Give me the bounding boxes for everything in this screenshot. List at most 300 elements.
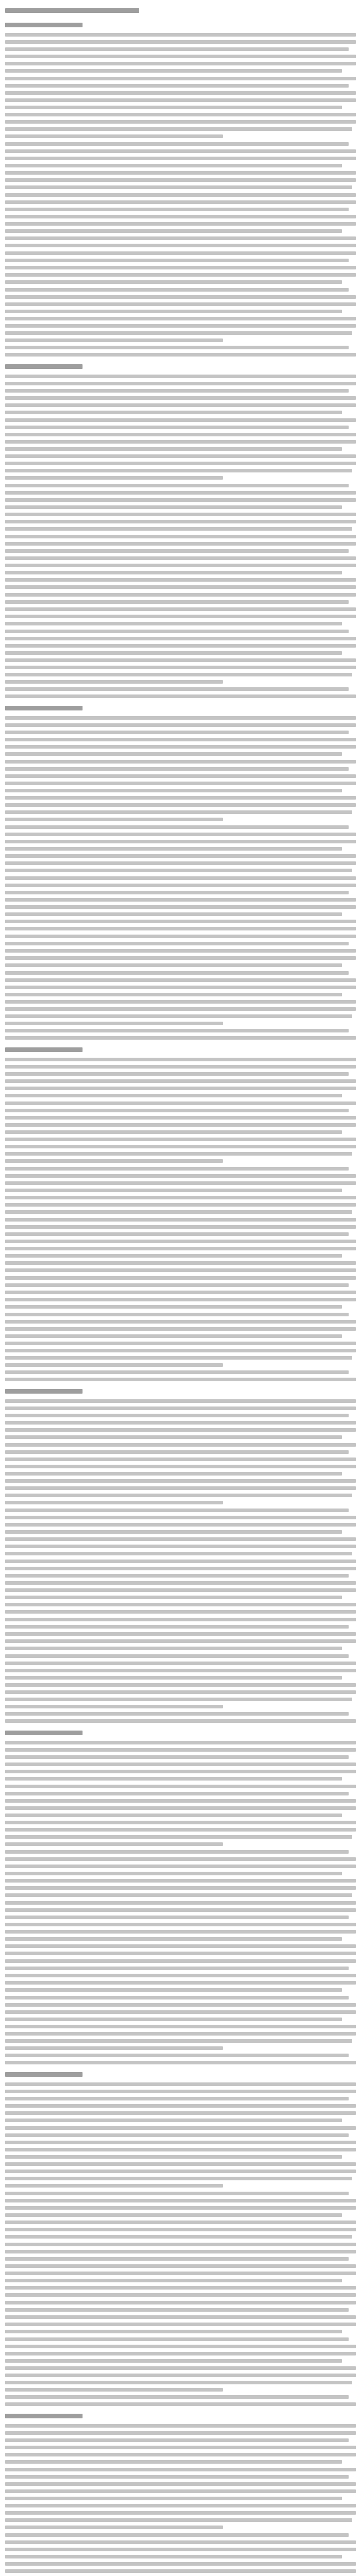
section-heading <box>5 2072 356 2078</box>
body-paragraph <box>5 375 356 414</box>
illegible-text-line <box>5 2090 356 2093</box>
illegible-text-line <box>5 2228 356 2231</box>
illegible-text-line <box>5 310 342 313</box>
illegible-text-line <box>5 1916 349 1919</box>
illegible-text-line <box>5 666 356 669</box>
illegible-text-line <box>5 1581 356 1585</box>
illegible-text-line <box>5 1574 349 1578</box>
illegible-text-line <box>5 346 349 349</box>
illegible-text-line <box>5 1618 356 1621</box>
body-paragraph <box>5 288 356 357</box>
illegible-text-line <box>5 1988 342 1992</box>
illegible-text-line <box>5 1741 356 1744</box>
statement-sections <box>5 22 356 2576</box>
illegible-text-line <box>5 1327 356 1331</box>
illegible-text-line <box>5 891 349 894</box>
illegible-text-line <box>5 1632 356 1636</box>
illegible-text-line <box>5 273 356 277</box>
illegible-text-line <box>5 1181 356 1185</box>
illegible-text-line <box>5 2206 356 2210</box>
illegible-text-line <box>5 825 349 829</box>
illegible-text-line <box>5 469 352 472</box>
illegible-text-line <box>5 178 356 182</box>
body-paragraph <box>5 876 356 930</box>
illegible-text-line <box>5 2184 223 2188</box>
illegible-text-line <box>5 978 356 982</box>
illegible-text-line <box>5 2308 349 2312</box>
illegible-text-line <box>5 2155 342 2159</box>
illegible-text-line <box>5 1261 356 1265</box>
illegible-text-line <box>5 1320 356 1324</box>
illegible-text-line <box>5 149 356 153</box>
illegible-text-line <box>5 2018 342 2021</box>
illegible-text-line <box>5 55 356 58</box>
illegible-text-placeholder <box>5 2072 83 2077</box>
illegible-text-line <box>5 251 356 255</box>
illegible-text-line <box>5 91 356 95</box>
illegible-text-line <box>5 535 356 538</box>
illegible-text-line <box>5 1428 356 1432</box>
illegible-text-line <box>5 1370 349 1374</box>
section-body <box>5 716 356 1040</box>
illegible-text-line <box>5 1101 356 1105</box>
illegible-text-line <box>5 2141 356 2144</box>
illegible-text-line <box>5 491 356 495</box>
illegible-text-placeholder <box>5 1047 83 1052</box>
body-paragraph <box>5 1654 356 1723</box>
illegible-text-line <box>5 317 356 320</box>
illegible-text-line <box>5 745 356 749</box>
illegible-text-line <box>5 33 356 37</box>
illegible-text-line <box>5 1465 356 1468</box>
illegible-text-line <box>5 1189 342 1192</box>
illegible-text-line <box>5 454 356 458</box>
illegible-text-line <box>5 266 356 269</box>
illegible-text-line <box>5 288 349 292</box>
illegible-text-line <box>5 694 356 698</box>
illegible-text-line <box>5 418 356 422</box>
illegible-text-line <box>5 1588 356 1592</box>
illegible-text-line <box>5 1247 356 1250</box>
illegible-text-line <box>5 157 356 160</box>
body-paragraph <box>5 484 356 531</box>
illegible-text-line <box>5 1842 223 1846</box>
illegible-text-line <box>5 738 356 741</box>
illegible-text-line <box>5 244 356 247</box>
illegible-text-line <box>5 1494 352 1497</box>
illegible-text-line <box>5 847 342 851</box>
illegible-text-line <box>5 1007 356 1011</box>
illegible-text-line <box>5 651 342 655</box>
illegible-text-line <box>5 658 356 662</box>
illegible-text-line <box>5 396 356 400</box>
illegible-text-placeholder <box>5 23 83 27</box>
illegible-text-line <box>5 1603 356 1606</box>
illegible-text-line <box>5 760 356 764</box>
illegible-text-line <box>5 1225 356 1229</box>
illegible-text-line <box>5 1850 349 1854</box>
illegible-text-line <box>5 1065 356 1069</box>
illegible-text-line <box>5 2082 356 2086</box>
illegible-text-line <box>5 2039 352 2043</box>
section-body <box>5 1741 356 2064</box>
illegible-text-line <box>5 1356 352 1360</box>
illegible-text-line <box>5 2293 356 2297</box>
illegible-text-line <box>5 1174 356 1178</box>
statement-section <box>5 1730 356 2064</box>
illegible-text-line <box>5 171 356 175</box>
illegible-text-line <box>5 1349 356 1352</box>
illegible-text-line <box>5 1755 349 1759</box>
body-paragraph <box>5 1399 356 1439</box>
illegible-text-line <box>5 1996 349 1999</box>
illegible-text-line <box>5 1334 342 1338</box>
section-heading <box>5 2413 356 2420</box>
illegible-text-line <box>5 527 352 531</box>
illegible-text-line <box>5 935 356 938</box>
illegible-text-line <box>5 556 356 560</box>
body-paragraph <box>5 760 356 821</box>
body-paragraph <box>5 630 356 698</box>
illegible-text-line <box>5 2119 342 2122</box>
body-paragraph <box>5 535 356 589</box>
illegible-text-line <box>5 2054 349 2057</box>
illegible-text-line <box>5 869 352 872</box>
illegible-text-line <box>5 564 356 567</box>
illegible-text-line <box>5 1748 356 1752</box>
illegible-text-line <box>5 1435 342 1439</box>
illegible-text-line <box>5 644 356 648</box>
illegible-text-line <box>5 1363 223 1367</box>
illegible-text-line <box>5 796 356 800</box>
illegible-text-line <box>5 1923 356 1926</box>
illegible-text-line <box>5 302 356 306</box>
illegible-text-line <box>5 440 356 444</box>
illegible-text-line <box>5 1974 356 1977</box>
illegible-text-line <box>5 1835 352 1839</box>
illegible-text-line <box>5 905 356 909</box>
illegible-text-line <box>5 2162 356 2166</box>
illegible-text-line <box>5 2104 356 2108</box>
illegible-text-line <box>5 1291 356 1294</box>
illegible-text-line <box>5 324 356 328</box>
illegible-text-line <box>5 1509 349 1512</box>
illegible-text-line <box>5 1777 342 1781</box>
illegible-text-line <box>5 818 223 821</box>
illegible-text-line <box>5 1545 356 1548</box>
illegible-text-line <box>5 1079 356 1083</box>
statement-section <box>5 705 356 1040</box>
illegible-text-line <box>5 1792 349 1795</box>
illegible-text-line <box>5 2489 356 2493</box>
illegible-text-line <box>5 912 342 916</box>
illegible-text-line <box>5 1770 356 1773</box>
section-heading <box>5 1730 356 1737</box>
illegible-text-line <box>5 585 356 589</box>
illegible-text-line <box>5 1138 356 1141</box>
illegible-text-placeholder <box>5 706 83 710</box>
illegible-text-line <box>5 353 356 357</box>
body-paragraph <box>5 2424 356 2464</box>
illegible-text-line <box>5 426 349 429</box>
illegible-text-placeholder <box>5 364 83 369</box>
illegible-text-line <box>5 2272 356 2275</box>
illegible-text-line <box>5 2046 223 2050</box>
illegible-text-line <box>5 810 352 814</box>
illegible-text-line <box>5 1719 356 1723</box>
illegible-text-line <box>5 971 349 975</box>
statement-section <box>5 2413 356 2576</box>
illegible-text-line <box>5 1872 342 1875</box>
illegible-text-line <box>5 622 342 625</box>
illegible-text-line <box>5 484 349 487</box>
illegible-text-line <box>5 615 356 618</box>
illegible-text-line <box>5 2345 356 2348</box>
illegible-text-line <box>5 963 342 967</box>
section-body <box>5 2082 356 2406</box>
illegible-text-line <box>5 1560 356 1563</box>
illegible-text-line <box>5 789 342 792</box>
illegible-text-line <box>5 236 356 240</box>
illegible-text-line <box>5 382 356 385</box>
illegible-text-line <box>5 1399 356 1403</box>
illegible-text-line <box>5 476 223 480</box>
body-paragraph <box>5 2243 356 2297</box>
illegible-text-line <box>5 2431 356 2435</box>
illegible-text-line <box>5 2468 356 2471</box>
body-paragraph <box>5 142 356 189</box>
illegible-text-line <box>5 1087 356 1090</box>
illegible-text-line <box>5 1472 342 1476</box>
body-paragraph <box>5 251 356 284</box>
illegible-text-line <box>5 1821 356 1824</box>
illegible-text-line <box>5 134 223 138</box>
illegible-text-line <box>5 2235 352 2239</box>
illegible-text-line <box>5 1669 356 1672</box>
illegible-text-line <box>5 498 356 502</box>
illegible-text-line <box>5 1022 223 1025</box>
body-paragraph <box>5 935 356 967</box>
illegible-text-line <box>5 142 349 146</box>
illegible-text-line <box>5 1806 356 1810</box>
illegible-text-line <box>5 767 349 771</box>
illegible-text-line <box>5 215 356 218</box>
illegible-text-line <box>5 1937 342 1941</box>
illegible-text-line <box>5 120 356 124</box>
illegible-text-line <box>5 2482 356 2486</box>
body-paragraph <box>5 2082 356 2122</box>
illegible-text-line <box>5 854 356 858</box>
illegible-text-line <box>5 1414 349 1417</box>
illegible-text-line <box>5 1567 356 1570</box>
illegible-text-line <box>5 1712 349 1716</box>
illegible-text-line <box>5 229 342 233</box>
illegible-text-line <box>5 1683 356 1687</box>
body-paragraph <box>5 593 356 625</box>
illegible-text-line <box>5 1378 356 1381</box>
illegible-text-line <box>5 1698 352 1701</box>
illegible-text-line <box>5 113 356 116</box>
body-paragraph <box>5 2301 356 2333</box>
illegible-text-line <box>5 1203 356 1207</box>
body-paragraph <box>5 2533 356 2576</box>
illegible-text-line <box>5 861 356 865</box>
illegible-text-line <box>5 1647 342 1650</box>
illegible-text-line <box>5 200 356 204</box>
illegible-text-line <box>5 1000 356 1004</box>
illegible-text-line <box>5 884 356 887</box>
illegible-text-line <box>5 1785 356 1788</box>
illegible-text-line <box>5 433 356 436</box>
illegible-text-line <box>5 2402 356 2406</box>
illegible-text-line <box>5 1530 342 1534</box>
illegible-text-line <box>5 687 349 691</box>
illegible-text-line <box>5 2504 356 2507</box>
illegible-text-line <box>5 1254 342 1258</box>
illegible-text-line <box>5 77 356 80</box>
illegible-text-line <box>5 2097 349 2100</box>
body-paragraph <box>5 2126 356 2188</box>
statement-section <box>5 22 356 357</box>
illegible-text-line <box>5 774 356 778</box>
illegible-text-line <box>5 571 342 574</box>
section-body <box>5 1058 356 1381</box>
illegible-text-line <box>5 462 356 465</box>
illegible-text-line <box>5 259 349 262</box>
illegible-text-line <box>5 1421 356 1425</box>
illegible-text-line <box>5 2337 349 2341</box>
illegible-text-line <box>5 956 356 960</box>
illegible-text-line <box>5 1654 349 1658</box>
illegible-text-line <box>5 1072 349 1076</box>
illegible-text-line <box>5 2025 356 2028</box>
illegible-text-line <box>5 578 356 582</box>
illegible-text-line <box>5 2446 356 2449</box>
illegible-text-line <box>5 403 356 407</box>
section-heading <box>5 1388 356 1395</box>
illegible-text-line <box>5 1893 352 1897</box>
illegible-text-line <box>5 1123 356 1127</box>
illegible-text-line <box>5 2315 356 2319</box>
body-paragraph <box>5 1058 356 1097</box>
illegible-text-line <box>5 1196 356 1199</box>
body-paragraph <box>5 1218 356 1272</box>
illegible-text-line <box>5 1486 356 1490</box>
body-paragraph <box>5 1959 356 1992</box>
illegible-text-line <box>5 1167 349 1171</box>
illegible-text-line <box>5 1232 349 1236</box>
illegible-text-line <box>5 2518 352 2522</box>
body-paragraph <box>5 1785 356 1846</box>
illegible-text-line <box>5 833 356 836</box>
illegible-text-line <box>5 876 356 880</box>
illegible-text-line <box>5 1094 342 1097</box>
illegible-text-line <box>5 1305 342 1309</box>
illegible-text-line <box>5 2460 342 2464</box>
illegible-text-line <box>5 2569 356 2573</box>
illegible-text-line <box>5 752 342 756</box>
body-paragraph <box>5 1509 356 1555</box>
illegible-text-line <box>5 637 356 640</box>
illegible-text-line <box>5 549 349 553</box>
illegible-text-line <box>5 1516 356 1519</box>
illegible-text-line <box>5 1501 223 1504</box>
illegible-text-line <box>5 47 349 51</box>
body-paragraph <box>5 716 356 756</box>
document-title-text <box>5 7 139 15</box>
illegible-text-line <box>5 2438 349 2442</box>
illegible-text-line <box>5 2243 356 2246</box>
illegible-text-line <box>5 840 356 843</box>
illegible-text-line <box>5 2286 356 2290</box>
section-body <box>5 375 356 698</box>
illegible-text-line <box>5 2177 352 2180</box>
illegible-text-line <box>5 1523 356 1527</box>
illegible-text-line <box>5 1705 223 1708</box>
illegible-text-line <box>5 1443 356 1447</box>
illegible-text-line <box>5 2170 356 2173</box>
illegible-text-line <box>5 222 356 226</box>
illegible-text-line <box>5 164 342 167</box>
illegible-text-line <box>5 1610 356 1614</box>
illegible-text-line <box>5 1145 356 1148</box>
illegible-text-line <box>5 2250 356 2253</box>
illegible-text-line <box>5 2003 356 2007</box>
illegible-text-line <box>5 927 356 930</box>
illegible-text-line <box>5 1036 356 1040</box>
illegible-text-line <box>5 1342 356 1345</box>
illegible-text-line <box>5 920 356 923</box>
body-paragraph <box>5 1167 356 1214</box>
illegible-text-line <box>5 723 356 727</box>
illegible-text-line <box>5 1283 349 1287</box>
illegible-text-line <box>5 942 349 945</box>
illegible-text-line <box>5 375 356 378</box>
illegible-text-line <box>5 1596 342 1599</box>
illegible-text-line <box>5 1109 349 1112</box>
illegible-text-line <box>5 630 349 633</box>
illegible-text-line <box>5 2555 342 2558</box>
body-paragraph <box>5 1901 356 1955</box>
illegible-text-line <box>5 338 223 342</box>
illegible-text-line <box>5 2323 356 2326</box>
illegible-text-line <box>5 513 356 516</box>
illegible-text-line <box>5 2374 356 2377</box>
illegible-text-line <box>5 1690 356 1694</box>
illegible-text-line <box>5 2395 349 2399</box>
illegible-text-line <box>5 98 356 102</box>
section-body <box>5 1399 356 1723</box>
illegible-text-line <box>5 1116 356 1120</box>
body-paragraph <box>5 33 356 73</box>
illegible-text-line <box>5 208 349 211</box>
body-paragraph <box>5 418 356 480</box>
illegible-text-line <box>5 593 356 597</box>
illegible-text-line <box>5 2221 356 2224</box>
illegible-text-line <box>5 680 223 684</box>
illegible-text-line <box>5 1662 356 1665</box>
body-paragraph <box>5 1276 356 1309</box>
illegible-text-line <box>5 411 342 414</box>
illegible-text-line <box>5 607 356 611</box>
body-paragraph <box>5 2337 356 2406</box>
illegible-text-line <box>5 1967 349 1970</box>
illegible-text-line <box>5 2279 342 2282</box>
illegible-text-line <box>5 1908 356 1912</box>
illegible-text-line <box>5 389 349 393</box>
section-heading <box>5 705 356 712</box>
illegible-text-line <box>5 2366 356 2370</box>
